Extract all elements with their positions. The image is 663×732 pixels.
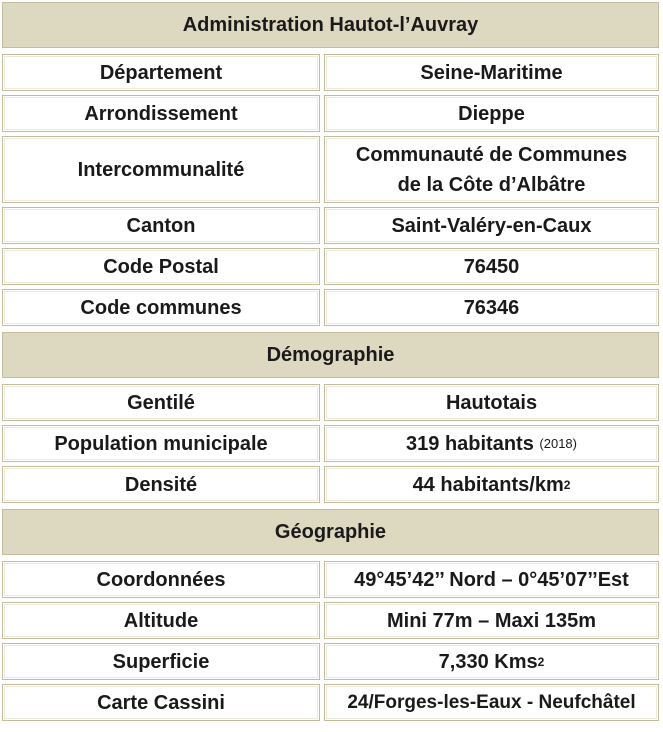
table-row-intercommunalite [2, 136, 660, 203]
row-label: Population municipale [2, 425, 320, 462]
densite-value: 44 habitants/km [412, 473, 564, 496]
row-value: Dieppe [324, 95, 659, 132]
table-row-canton [2, 207, 660, 244]
table-row-superficie [2, 643, 660, 680]
row-label: Département [2, 54, 320, 91]
table-row-densite [2, 466, 660, 503]
row-label: Code Postal [2, 248, 320, 285]
row-label: Densité [2, 466, 320, 503]
section-header-administration: Administration Hautot-l’Auvray [2, 2, 659, 48]
row-value: 76450 [324, 248, 659, 285]
row-label: Coordonnées [2, 561, 320, 598]
row-label: Intercommunalité [2, 136, 320, 203]
row-label: Gentilé [2, 384, 320, 421]
table-row-population [2, 425, 660, 462]
row-label: Altitude [2, 602, 320, 639]
row-value: Seine-Maritime [324, 54, 659, 91]
superficie-value: 7,330 Kms [438, 650, 538, 673]
table-row-carte-cassini [2, 684, 660, 721]
section-header-geographie: Géographie [2, 509, 659, 555]
table-row-gentile [2, 384, 660, 421]
row-value: Mini 77m – Maxi 135m [324, 602, 659, 639]
row-label: Canton [2, 207, 320, 244]
table-row-code-postal [2, 248, 660, 285]
row-label: Superficie [2, 643, 320, 680]
row-value: 24/Forges-les-Eaux - Neufchâtel [324, 684, 659, 721]
row-value: 76346 [324, 289, 659, 326]
population-value: 319 habitants [406, 432, 534, 455]
table-row-arrondissement [2, 95, 660, 132]
row-value: 44 habitants/km 2 [324, 466, 659, 503]
row-value: Hautotais [324, 384, 659, 421]
population-year: (2018) [539, 435, 577, 451]
value-line-2: de la Côte d’Albâtre [397, 173, 586, 196]
row-label: Carte Cassini [2, 684, 320, 721]
table-row-altitude [2, 602, 660, 639]
row-value [324, 136, 659, 203]
row-value: 7,330 Kms 2 [324, 643, 659, 680]
row-label: Arrondissement [2, 95, 320, 132]
value-line-1: Communauté de Communes [355, 143, 628, 166]
row-label: Code communes [2, 289, 320, 326]
row-value: 49°45’42’’ Nord – 0°45’07’’Est [324, 561, 659, 598]
table-row-code-communes [2, 289, 660, 326]
table-row-coordonnees [2, 561, 660, 598]
row-value: Saint-Valéry-en-Caux [324, 207, 659, 244]
row-value [324, 425, 659, 462]
table-row-departement [2, 54, 660, 91]
section-header-demographie: Démographie [2, 332, 659, 378]
